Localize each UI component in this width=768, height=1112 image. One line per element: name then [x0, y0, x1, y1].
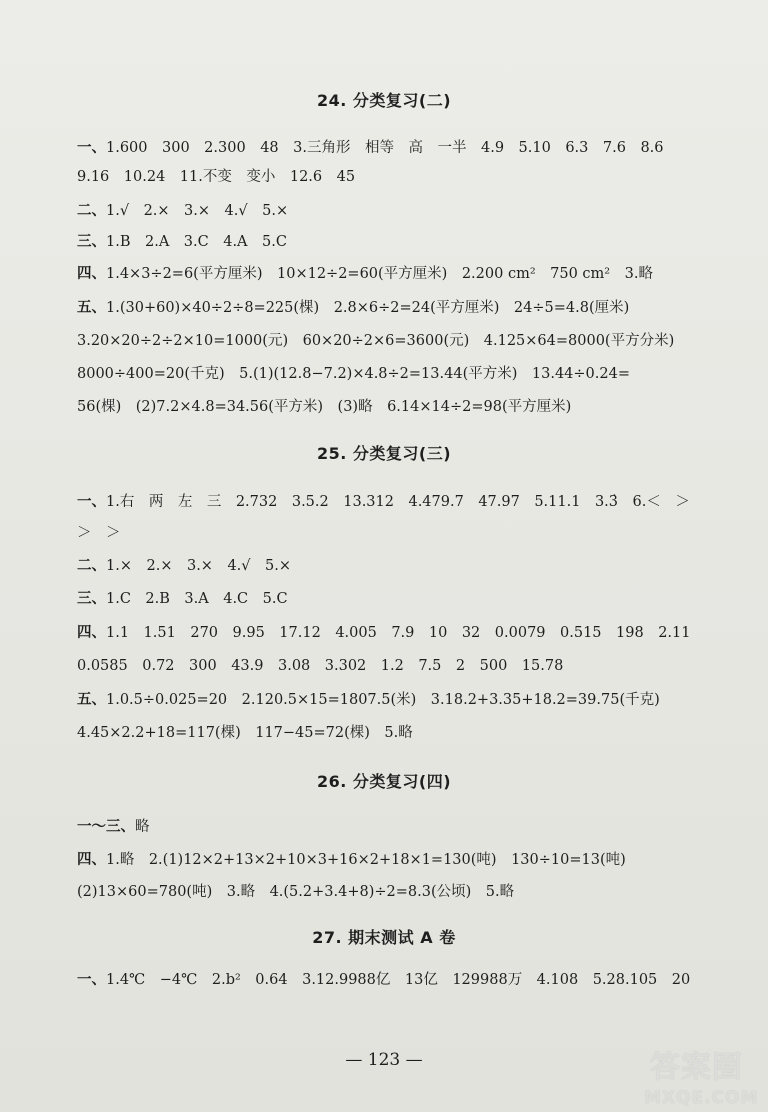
answer-line: 四、1.略 2.(1)12×2+13×2+10×3+16×2+18×1=130(吨) 130÷10=13(吨) [77, 852, 626, 868]
watermark-bottom-text: MXQE.COM [644, 1088, 759, 1108]
section-title-24: 24. 分类复习(二) [316, 91, 452, 110]
section-title-26: 26. 分类复习(四) [316, 772, 452, 791]
answer-line: ＞ ＞ [77, 525, 121, 541]
answer-line: (2)13×60=780(吨) 3.略 4.(5.2+3.4+8)÷2=8.3(公顷) 5.略 [77, 884, 515, 900]
answer-line: 五、1.(30+60)×40÷2÷8=225(棵) 2.8×6÷2=24(平方厘米) 24÷5=4.8(厘米) [77, 300, 630, 316]
page-number: — 123 — [345, 1050, 423, 1070]
answer-line: 三、1.C 2.B 3.A 4.C 5.C [77, 591, 288, 607]
answer-line: 3.20×20÷2÷2×10=1000(元) 60×20÷2×6=3600(元) 4.125×64=8000(平方分米) [77, 333, 675, 349]
section-title-27: 27. 期末测试 A 卷 [312, 928, 456, 947]
answer-line: 二、1.√ 2.× 3.× 4.√ 5.× [77, 203, 289, 219]
answer-line: 二、1.× 2.× 3.× 4.√ 5.× [77, 558, 292, 574]
answer-line: 4.45×2.2+18=117(棵) 117−45=72(棵) 5.略 [77, 725, 413, 741]
answer-line: 8000÷400=20(千克) 5.(1)(12.8−7.2)×4.8÷2=13.44(平方米) 13.44÷0.24= [77, 366, 630, 382]
watermark-top-text: 答案圈 [650, 1050, 743, 1085]
answer-line: 56(棵) (2)7.2×4.8=34.56(平方米) (3)略 6.14×14÷2=98(平方厘米) [77, 399, 572, 415]
answer-line: 一、1.600 300 2.300 48 3.三角形 相等 高 一半 4.9 5.10 6.3 7.6 8.6 [77, 140, 664, 156]
answer-line: 9.16 10.24 11.不变 变小 12.6 45 [77, 169, 356, 185]
answer-line: 四、1.4×3÷2=6(平方厘米) 10×12÷2=60(平方厘米) 2.200 cm² 750 cm² 3.略 [77, 266, 653, 282]
section-title-25: 25. 分类复习(三) [316, 444, 452, 463]
answer-line: 四、1.1 1.51 270 9.95 17.12 4.005 7.9 10 32 0.0079 0.515 198 2.11 [77, 625, 691, 641]
answer-line: 一、1.4℃ −4℃ 2.b² 0.64 3.12.9988亿 13亿 129988万 4.108 5.28.105 20 [77, 972, 691, 988]
watermark-logo [644, 1042, 762, 1108]
answer-line: 三、1.B 2.A 3.C 4.A 5.C [77, 234, 287, 250]
answer-line: 0.0585 0.72 300 43.9 3.08 3.302 1.2 7.5 2 500 15.78 [77, 658, 564, 674]
answer-line: 五、1.0.5÷0.025=20 2.120.5×15=1807.5(米) 3.18.2+3.35+18.2=39.75(千克) [77, 692, 660, 708]
answer-line: 一～三、略 [77, 819, 150, 835]
answer-line: 一、1.右 两 左 三 2.732 3.5.2 13.312 4.479.7 47.97 5.11.1 3.3̇ 6.＜ ＞ [77, 494, 690, 510]
